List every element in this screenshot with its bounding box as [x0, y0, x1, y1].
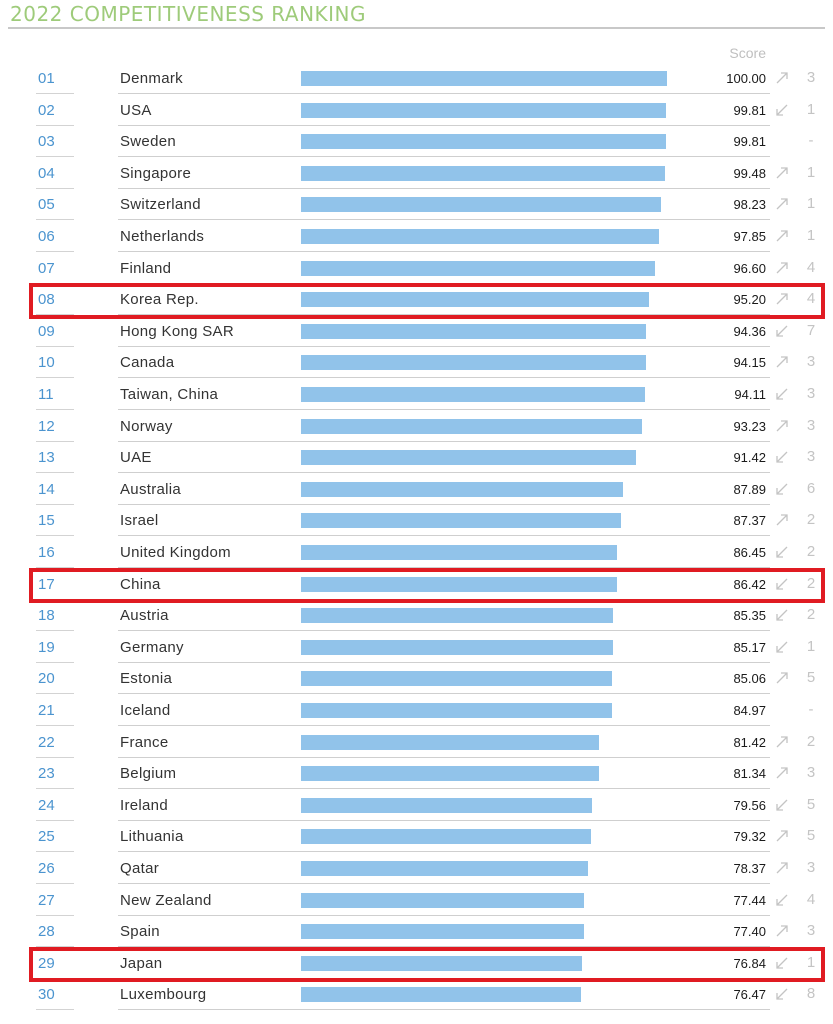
- arrow-up-icon: [774, 668, 790, 686]
- score-bar: [301, 829, 591, 844]
- ranking-row: [0, 758, 833, 790]
- arrow-down-icon: [774, 574, 790, 592]
- score-value: 99.81: [733, 134, 766, 150]
- arrow-up-icon: [774, 163, 790, 181]
- score-bar: [301, 513, 621, 528]
- rank-number: 06: [38, 228, 55, 245]
- score-value: 86.42: [733, 576, 766, 592]
- country-label: Netherlands: [120, 228, 205, 245]
- score-bar: [301, 893, 584, 908]
- country-label: Luxembourg: [120, 986, 207, 1004]
- score-bar: [301, 545, 617, 560]
- ranking-row: [0, 253, 833, 285]
- score-bar: [301, 71, 667, 86]
- rank-change: 3: [806, 69, 816, 86]
- arrow-up-icon: [774, 732, 790, 750]
- country-label: Singapore: [120, 164, 192, 182]
- arrow-down-icon: [774, 479, 790, 497]
- score-bar: [301, 482, 623, 497]
- ranking-row: [0, 158, 833, 190]
- ranking-row: [0, 221, 833, 253]
- score-bar: [301, 166, 665, 181]
- ranking-row: [0, 916, 833, 948]
- ranking-row: [0, 537, 833, 569]
- ranking-row: [0, 790, 833, 822]
- ranking-row: [0, 727, 833, 759]
- rank-number: 18: [38, 607, 55, 625]
- score-value: 99.81: [733, 102, 766, 118]
- score-bar: [301, 671, 612, 686]
- arrow-up-icon: [774, 763, 790, 781]
- score-value: 87.37: [733, 513, 766, 529]
- score-value: 76.84: [733, 955, 766, 971]
- arrow-up-icon: [774, 226, 790, 244]
- rank-change: 1: [806, 637, 816, 655]
- country-label: Canada: [120, 354, 175, 372]
- ranking-row: [0, 695, 833, 727]
- score-bar: [301, 924, 584, 939]
- rank-number: 23: [38, 765, 55, 783]
- rank-change: 7: [806, 321, 816, 339]
- chart-title: 2022 COMPETITIVENESS RANKING: [10, 2, 367, 26]
- ranking-row: [0, 411, 833, 443]
- ranking-row: [0, 189, 833, 221]
- rank-change: 5: [806, 669, 816, 687]
- score-bar: [301, 766, 599, 781]
- rank-change: -: [808, 701, 814, 718]
- ranking-row: [0, 821, 833, 853]
- rank-number: 21: [38, 702, 55, 719]
- score-bar: [301, 640, 613, 655]
- score-value: 86.45: [733, 545, 766, 560]
- country-label: Switzerland: [120, 196, 201, 214]
- rank-number: 03: [38, 133, 55, 151]
- ranking-row: [0, 316, 833, 348]
- score-value: 87.89: [733, 481, 766, 497]
- score-bar: [301, 735, 599, 750]
- rank-change: 3: [806, 416, 816, 434]
- rank-number: 17: [38, 575, 55, 593]
- rank-change: 3: [806, 353, 816, 371]
- rank-number: 25: [38, 828, 55, 846]
- arrow-down-icon: [774, 384, 790, 402]
- score-bar: [301, 387, 645, 402]
- ranking-row: [0, 379, 833, 411]
- country-label: Germany: [120, 638, 184, 656]
- score-value: 94.11: [734, 387, 766, 402]
- ranking-row: [0, 95, 833, 127]
- rank-change: 3: [806, 448, 816, 466]
- rank-change: 2: [806, 606, 816, 624]
- rank-change: 5: [806, 795, 816, 813]
- rank-number: 24: [38, 796, 55, 814]
- rank-number: 19: [38, 638, 55, 656]
- score-value: 81.42: [733, 734, 766, 750]
- arrow-up-icon: [774, 826, 790, 844]
- rank-change: -: [808, 132, 814, 150]
- rank-change: 6: [806, 479, 816, 497]
- rank-change: 5: [806, 827, 816, 845]
- score-bar: [301, 861, 588, 876]
- rank-number: 07: [38, 259, 55, 277]
- ranking-row: [0, 948, 833, 980]
- rank-change: 2: [806, 574, 816, 592]
- country-label: Spain: [120, 923, 160, 941]
- ranking-row: [0, 979, 833, 1011]
- arrow-down-icon: [774, 953, 790, 971]
- rank-change: 2: [806, 511, 816, 529]
- rank-number: 04: [38, 164, 55, 182]
- country-label: UAE: [120, 449, 152, 467]
- arrow-up-icon: [774, 858, 790, 876]
- rank-change: 3: [806, 385, 816, 402]
- rank-number: 11: [38, 386, 54, 403]
- ranking-row: [0, 284, 833, 316]
- ranking-row: [0, 347, 833, 379]
- rank-number: 09: [38, 322, 55, 340]
- arrow-up-icon: [774, 258, 790, 276]
- score-bar: [301, 450, 636, 465]
- score-value: 77.44: [733, 892, 766, 908]
- rank-number: 13: [38, 449, 55, 467]
- arrow-down-icon: [774, 637, 790, 655]
- score-value: 95.20: [733, 292, 766, 308]
- rank-change: 2: [806, 543, 816, 560]
- country-label: Korea Rep.: [120, 291, 199, 309]
- ranking-row: [0, 569, 833, 601]
- score-value: 78.37: [733, 861, 766, 876]
- arrow-up-icon: [774, 68, 790, 86]
- country-label: Lithuania: [120, 828, 184, 846]
- arrow-down-icon: [774, 605, 790, 623]
- ranking-row: [0, 505, 833, 537]
- score-bar: [301, 292, 649, 307]
- score-value: 96.60: [733, 260, 766, 276]
- country-label: China: [120, 575, 161, 593]
- arrow-down-icon: [774, 447, 790, 465]
- country-label: France: [120, 733, 169, 751]
- country-label: Iceland: [120, 702, 171, 719]
- score-value: 98.23: [733, 197, 766, 213]
- rank-change: 1: [806, 163, 816, 181]
- ranking-row: [0, 663, 833, 695]
- rank-number: 29: [38, 954, 55, 972]
- rank-change: 1: [806, 953, 816, 971]
- ranking-row: [0, 853, 833, 885]
- score-bar: [301, 956, 582, 971]
- country-label: Australia: [120, 480, 182, 498]
- score-value: 76.47: [733, 987, 766, 1003]
- arrow-up-icon: [774, 194, 790, 212]
- country-label: United Kingdom: [120, 544, 231, 561]
- country-label: Hong Kong SAR: [120, 322, 234, 340]
- score-value: 91.42: [733, 450, 766, 466]
- score-value: 99.48: [733, 165, 766, 181]
- score-value: 85.06: [733, 671, 766, 687]
- score-value: 97.85: [733, 229, 766, 244]
- country-label: Austria: [120, 607, 169, 625]
- arrow-down-icon: [774, 321, 790, 339]
- rank-number: 01: [38, 70, 55, 87]
- country-label: Estonia: [120, 670, 173, 688]
- score-bar: [301, 103, 666, 118]
- rank-change: 4: [806, 258, 816, 276]
- rank-number: 27: [38, 891, 55, 909]
- row-separator: [118, 1009, 770, 1010]
- country-label: Ireland: [120, 796, 168, 814]
- rank-number: 16: [38, 544, 55, 561]
- ranking-row: [0, 600, 833, 632]
- score-bar: [301, 703, 612, 718]
- rank-change: 3: [806, 922, 816, 940]
- arrow-up-icon: [774, 510, 790, 528]
- score-value: 94.15: [733, 355, 766, 371]
- score-value: 81.34: [733, 766, 766, 782]
- rank-number: 26: [38, 860, 55, 877]
- ranking-row: [0, 63, 833, 95]
- score-bar: [301, 577, 617, 592]
- rank-number: 14: [38, 480, 55, 498]
- rank-change: 4: [806, 890, 816, 908]
- country-label: Finland: [120, 259, 172, 277]
- rank-change: 4: [806, 290, 816, 308]
- country-label: Sweden: [120, 133, 177, 151]
- rank-change: 3: [806, 859, 816, 876]
- score-value: 100.00: [726, 71, 766, 86]
- rank-number: 08: [38, 291, 55, 309]
- arrow-down-icon: [774, 984, 790, 1002]
- ranking-row: [0, 442, 833, 474]
- rank-number: 05: [38, 196, 55, 214]
- rank-change: 2: [806, 732, 816, 750]
- arrow-down-icon: [774, 890, 790, 908]
- ranking-row: [0, 474, 833, 506]
- score-column-header: Score: [729, 45, 766, 61]
- score-value: 93.23: [733, 418, 766, 434]
- score-bar: [301, 261, 655, 276]
- rank-number: 20: [38, 670, 55, 688]
- score-value: 85.35: [733, 608, 766, 624]
- score-bar: [301, 324, 646, 339]
- country-label: Taiwan, China: [120, 386, 219, 403]
- rank-change: 1: [806, 100, 816, 118]
- score-value: 79.32: [733, 829, 766, 845]
- score-bar: [301, 197, 661, 212]
- score-value: 94.36: [733, 323, 766, 339]
- rank-separator: [36, 1009, 74, 1010]
- rank-number: 02: [38, 101, 55, 119]
- arrow-down-icon: [774, 542, 790, 560]
- score-value: 77.40: [733, 924, 766, 940]
- rank-change: 3: [806, 764, 816, 782]
- arrow-up-icon: [774, 352, 790, 370]
- rank-change: 8: [806, 985, 816, 1003]
- country-label: Israel: [120, 512, 159, 530]
- rank-change: 1: [806, 227, 816, 244]
- country-label: USA: [120, 101, 152, 119]
- score-value: 85.17: [733, 639, 766, 655]
- country-label: Qatar: [120, 860, 160, 877]
- country-label: New Zealand: [120, 891, 212, 909]
- arrow-down-icon: [774, 100, 790, 118]
- ranking-row: [0, 126, 833, 158]
- score-bar: [301, 355, 646, 370]
- country-label: Japan: [120, 954, 163, 972]
- score-bar: [301, 134, 666, 149]
- rank-number: 30: [38, 986, 55, 1004]
- arrow-down-icon: [774, 795, 790, 813]
- score-bar: [301, 798, 592, 813]
- score-bar: [301, 419, 642, 434]
- score-value: 79.56: [733, 797, 766, 813]
- rank-number: 10: [38, 354, 55, 372]
- arrow-up-icon: [774, 289, 790, 307]
- score-bar: [301, 608, 613, 623]
- country-label: Belgium: [120, 765, 177, 783]
- rank-number: 12: [38, 417, 55, 435]
- rank-number: 22: [38, 733, 55, 751]
- score-bar: [301, 987, 581, 1002]
- score-bar: [301, 229, 659, 244]
- arrow-up-icon: [774, 416, 790, 434]
- arrow-up-icon: [774, 921, 790, 939]
- country-label: Denmark: [120, 70, 183, 87]
- rank-number: 28: [38, 923, 55, 941]
- score-value: 84.97: [733, 703, 766, 718]
- rank-number: 15: [38, 512, 55, 530]
- ranking-row: [0, 885, 833, 917]
- country-label: Norway: [120, 417, 173, 435]
- rank-change: 1: [806, 195, 816, 213]
- ranking-row: [0, 632, 833, 664]
